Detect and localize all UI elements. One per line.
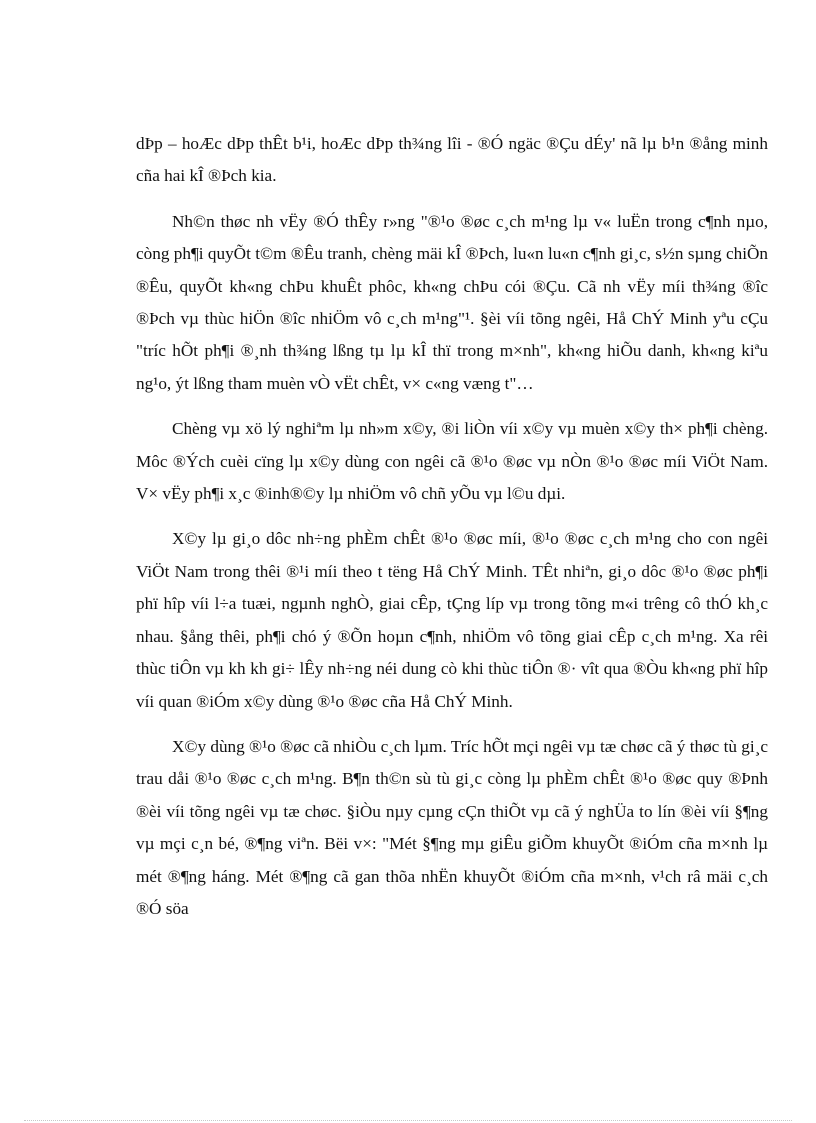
paragraph-5: X©y dùng ®¹o ®øc cã nhiÒu c¸ch lµm. Tríc hÕt mçi ngêi vµ tæ chøc cã ý thøc tù gi¸c trau dåi ®¹o ®øc c¸ch m¹ng. B¶n th©n sù tù gi¸c còng lµ phÈm chÊt ®¹o ®øc quy ®Þnh ®èi víi tõng ngêi vµ tæ chøc. §iÒu nµy cµng cÇn thiÕt vµ cã ý nghÜa to lín ®èi víi §¶ng vµ mçi c¸n bé, ®¶ng viªn. Bëi v×: "Mét §¶ng mµ giÊu giÕm khuyÕt ®iÓm cña m×nh lµ mét ®¶ng háng. Mét ®¶ng cã gan thõa nhËn khuyÕt ®iÓm cña m×nh, v¹ch râ mäi c¸ch ®Ó söa	[136, 736, 768, 918]
paragraph-1: dÞp – hoÆc dÞp thÊt b¹i, hoÆc dÞp th¾ng lîi - ®Ó ngäc ®Çu dÉy' nã lµ b¹n ®ång minh cña hai kÎ ®Þch kia.	[136, 134, 768, 186]
paragraph-4: X©y lµ gi¸o dôc nh÷ng phÈm chÊt ®¹o ®øc míi, ®¹o ®øc c¸ch m¹ng cho con ngêi ViÖt Nam trong thêi ®¹i míi theo t tëng Hå ChÝ Minh. TÊt nhiªn, gi¸o dôc ®¹o ®øc ph¶i phï hîp víi l÷a tuæi, ngµnh nghÒ, giai cÊp, tÇng líp vµ trong tõng m«i trêng cô thÓ kh¸c nhau. §ång thêi, ph¶i chó ý ®Õn hoµn c¶nh, nhiÖm vô tõng giai cÊp c¸ch m¹ng. Xa rêi thùc tiÔn vµ kh kh gi÷ lÊy nh÷ng néi dung cò khi thùc tiÔn ®· vît qua ®Òu kh«ng phï hîp víi quan ®iÓm x©y dùng ®¹o ®øc cña Hå ChÝ Minh.	[136, 529, 768, 711]
document-body	[136, 128, 768, 938]
paragraph-3: Chèng vµ xö lý nghiªm lµ nh»m x©y, ®i liÒn víi x©y vµ muèn x©y th× ph¶i chèng. Môc ®Ých cuèi cïng lµ x©y dùng con ngêi cã ®¹o ®øc vµ nÒn ®¹o ®øc míi ViÖt Nam. V× vËy ph¶i x¸c ®inh®©y lµ nhiÖm vô chñ yÕu vµ l©u dµi.	[136, 419, 768, 504]
page-bottom-divider	[24, 1120, 792, 1121]
paragraph-2: Nh©n thøc nh vËy ®Ó thÊy r»ng "®¹o ®øc c¸ch m¹ng lµ v« luËn trong c¶nh nµo, còng ph¶i quyÕt t©m ®Êu tranh, chèng mäi kÎ ®Þch, lu«n lu«n c¶nh gi¸c, s½n sµng chiÕn ®Êu, quyÕt kh«ng chÞu khuÊt phôc, kh«ng chÞu cói ®Çu. Cã nh vËy míi th¾ng ®îc ®Þch vµ thùc hiÖn ®îc nhiÖm vô c¸ch m¹ng"¹. §èi víi tõng ngêi, Hå ChÝ Minh yªu cÇu "tríc hÕt ph¶i ®¸nh th¾ng lßng tµ lµ kÎ thï trong m×nh", kh«ng hiÕu danh, kh«ng kiªu ng¹o, ýt lßng tham muèn vÒ vËt chÊt, v× c«ng væng t"…	[136, 211, 768, 393]
